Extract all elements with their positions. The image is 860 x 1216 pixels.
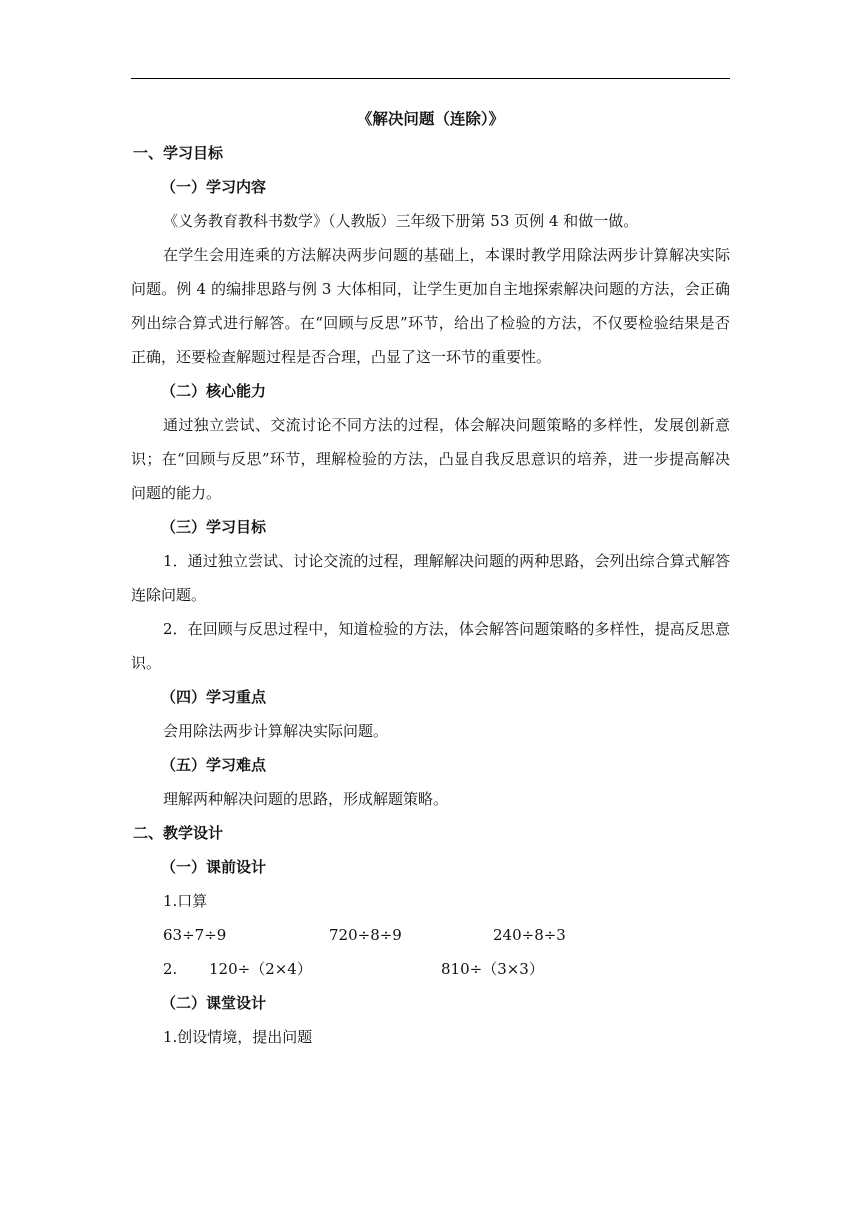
section-heading-goals: 一、学习目标: [133, 144, 224, 162]
math-expression: 63÷7÷9: [163, 926, 227, 944]
section-heading-design: 二、教学设计: [133, 824, 224, 842]
document-title: 《解决问题（连除）》: [356, 109, 505, 128]
math-row-1: [131, 918, 730, 952]
paragraph-core-ability: 通过独立尝试、交流讨论不同方法的过程，体会解决问题策略的多样性，发展创新意识；在“回顾与反思”环节，理解检验的方法，凸显自我反思意识的培养，进一步提高解决问题的能力。: [131, 416, 730, 502]
subheading-pre-class: （一）课前设计: [161, 858, 267, 876]
subheading-in-class: （二）课堂设计: [161, 994, 267, 1012]
subheading-difficulty: （五）学习难点: [161, 756, 267, 774]
math-expression: 720÷8÷9: [329, 926, 402, 944]
math-row-2: [131, 952, 730, 986]
subheading-key-point: （四）学习重点: [161, 688, 267, 706]
paragraph-key-point: 会用除法两步计算解决实际问题。: [163, 722, 389, 740]
paragraph-goal-1: 1．通过独立尝试、讨论交流的过程，理解解决问题的两种思路，会列出综合算式解答连除问题。: [131, 552, 730, 604]
subheading-content: （一）学习内容: [161, 178, 267, 196]
list-item-create-situation: 1.创设情境，提出问题: [163, 1028, 313, 1046]
paragraph-content-source: 《义务教育教科书数学》（人教版）三年级下册第 53 页例 4 和做一做。: [163, 212, 639, 230]
list-number: 2.: [163, 960, 178, 978]
subheading-core-ability: （二）核心能力: [161, 382, 267, 400]
paragraph-goal-2: 2．在回顾与反思过程中，知道检验的方法，体会解答问题策略的多样性，提高反思意识。: [131, 620, 730, 672]
document-body: [131, 102, 730, 1054]
list-item-mental-math: 1.口算: [163, 892, 208, 910]
math-expression: 240÷8÷3: [493, 926, 566, 944]
paragraph-content-description: 在学生会用连乘的方法解决两步问题的基础上，本课时教学用除法两步计算解决实际问题。例 4 的编排思路与例 3 大体相同，让学生更加自主地探索解决问题的方法，会正确列出综合算式进行解答。在“回顾与反思”环节，给出了检验的方法，不仅要检验结果是否正确，还要检查解题过程是否合理，凸显了这一环节的重要性。: [131, 246, 730, 366]
subheading-learning-goals: （三）学习目标: [161, 518, 267, 536]
math-expression: 120÷（2×4）: [209, 960, 312, 978]
paragraph-difficulty: 理解两种解决问题的思路，形成解题策略。: [163, 790, 449, 808]
math-expression: 810÷（3×3）: [441, 960, 544, 978]
header-rule: [131, 78, 730, 79]
